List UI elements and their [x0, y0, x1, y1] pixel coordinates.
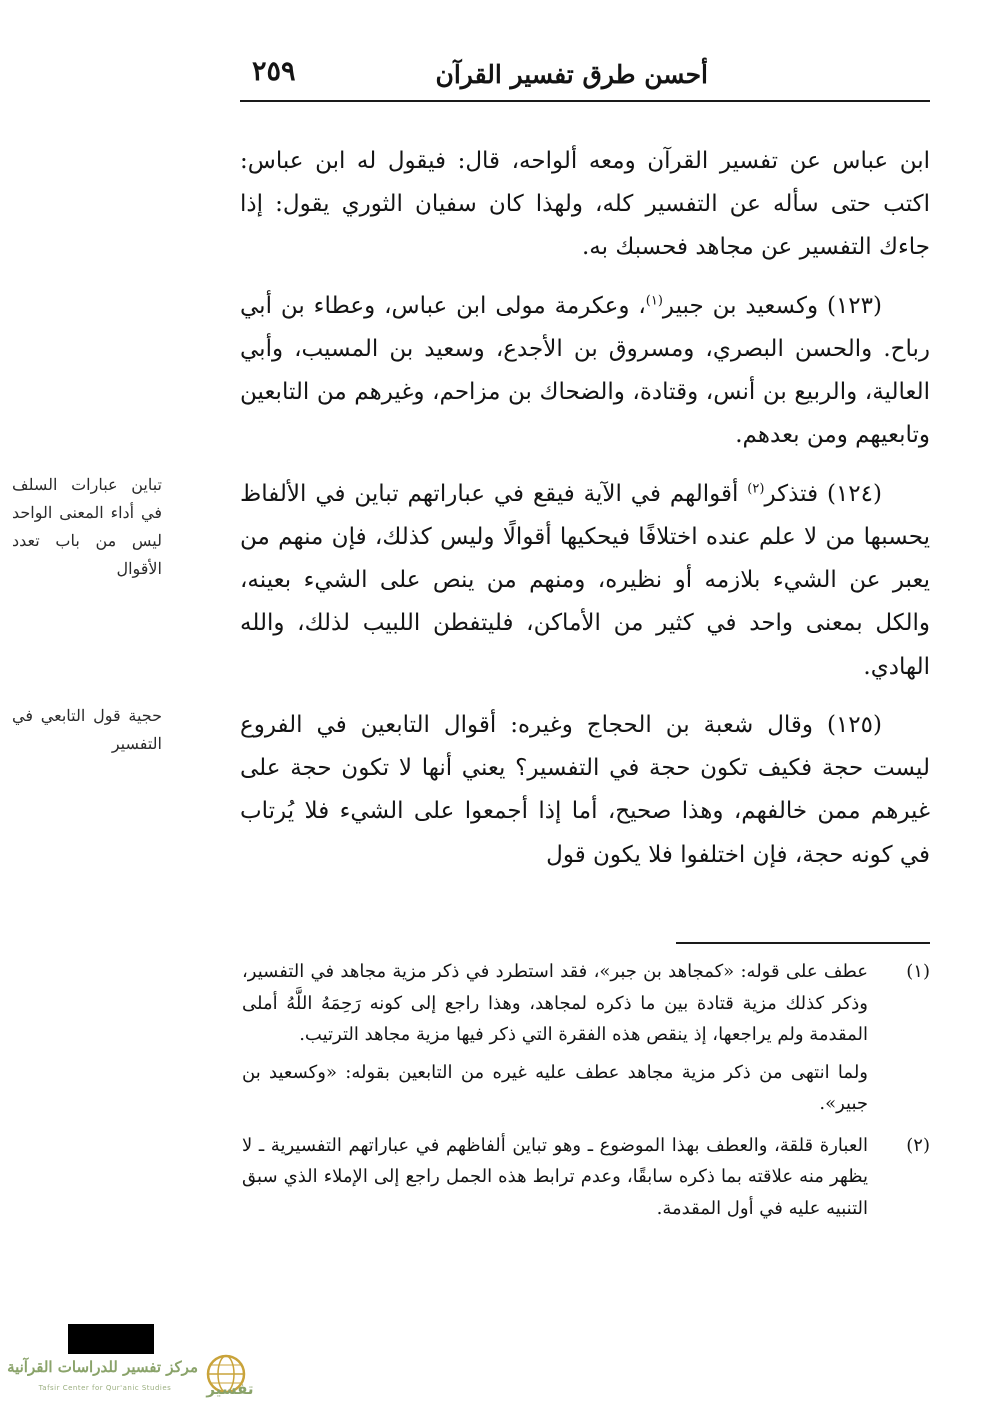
margin-note-variation: تباين عبارات السلف في أداء المعنى الواحد ليس من باب تعدد الأقوال: [12, 474, 162, 578]
footnote-1-para-2: ولما انتهى من ذكر مزية مجاهد عطف عليه غيره من التابعين بقوله: «وكسعيد بن جبير».: [242, 1061, 868, 1114]
footnote-2-para-1: العبارة قلقة، والعطف بهذا الموضوع ـ وهو تباين ألفاظهم في عباراتهم التفسيرية ـ لا يظهر منه علاقته بما ذكره سابقًا، وعدم ترابط هذه الجمل راجع إلى الإملاء الذي سبق التنبيه عليه في أول المقدمة.: [242, 1134, 868, 1219]
paragraph-123: [240, 285, 930, 458]
paragraph-1: ابن عباس عن تفسير القرآن ومعه ألواحه، قال: فيقول له ابن عباس: اكتب حتى سأله عن التفسير كله، ولهذا كان سفيان الثوري يقول: إذا جاءك التفسير عن مجاهد فحسبك به.: [240, 148, 930, 261]
paragraph-123-lead: (١٢٣) وكسعيد بن جبير: [662, 292, 882, 319]
main-text: [12, 140, 930, 892]
footnote-2: [242, 1130, 930, 1231]
footnote-1-para-1: عطف على قوله: «كمجاهد بن جبر»، فقد استطرد في ذكر مزية مجاهد في التفسير، وذكر كذلك مزية قتادة بين ما ذكره لمجاهد، وهذا راجع إلى كونه رَحِمَهُ اللَّهُ أملى المقدمة ولم يراجعها، إذ ينقص هذه الفقرة التي ذكر فيها مزية مجاهد الترتيب.: [242, 961, 868, 1045]
logo-arabic-name: مركز تفسير للدراسات القرآنية: [7, 1358, 198, 1376]
page-number: ٢٥٩: [252, 56, 296, 87]
footnote-ref-2[interactable]: (٢): [747, 480, 765, 496]
paragraph-124-rest: أقوالهم في الآية فيقع في عباراتهم تباين في الألفاظ يحسبها من لا علم عنده اختلافًا فيحكيها أقوالًا وليس كذلك، فإن منهم من يعبر عن الشيء بلازمه أو نظيره، ومنهم من ينص على الشيء بعينه، والكل بمعنى واحد في كثير من الأماكن، فليتفطن اللبيب لذلك، والله الهادي.: [240, 480, 930, 680]
footnote-text: [242, 956, 868, 1126]
paragraph-123-rest: ، وعكرمة مولى ابن عباس، وعطاء بن أبي رباح. والحسن البصري، ومسروق بن الأجدع، وسعيد بن المسيب، وأبي العالية، والربيع بن أنس، وقتادة، والضحاك بن مزاحم، وغيرهم من التابعين وتابعيهم ومن بعدهم.: [240, 292, 930, 449]
footnote-separator: [676, 942, 930, 944]
paragraph-124-lead: (١٢٤) فتذكر: [764, 480, 882, 507]
paragraph-125-text: (١٢٥) وقال شعبة بن الحجاج وغيره: أقوال التابعين في الفروع ليست حجة فكيف تكون حجة في التفسير؟ يعني أنها لا تكون حجة على غيرهم ممن خالفهم، وهذا صحيح، أما إذا أجمعوا على الشيء فلا يُرتاب في كونه حجة، فإن اختلفوا فلا يكون قول: [240, 711, 930, 868]
margin-note-authority: حجية قول التابعي في التفسير: [12, 705, 162, 753]
publisher-logo: [8, 1350, 258, 1400]
footnote-number: (١): [906, 961, 930, 982]
logo-english-name: Tafsir Center for Qur'anic Studies: [38, 1384, 172, 1392]
paragraph-124: [12, 473, 930, 689]
logo-emblem-word: تفسير: [206, 1380, 254, 1398]
footnotes: [242, 956, 930, 1234]
footnote-text: [242, 1130, 868, 1231]
running-header: [240, 52, 930, 102]
footnote-number: (٢): [906, 1134, 930, 1156]
book-title: أحسن طرق تفسير القرآن: [435, 60, 708, 89]
footnote-ref-1[interactable]: (١): [645, 293, 663, 309]
footnote-1: [242, 956, 930, 1126]
paragraph-125: [12, 704, 930, 877]
globe-emblem-icon: [200, 1350, 260, 1400]
